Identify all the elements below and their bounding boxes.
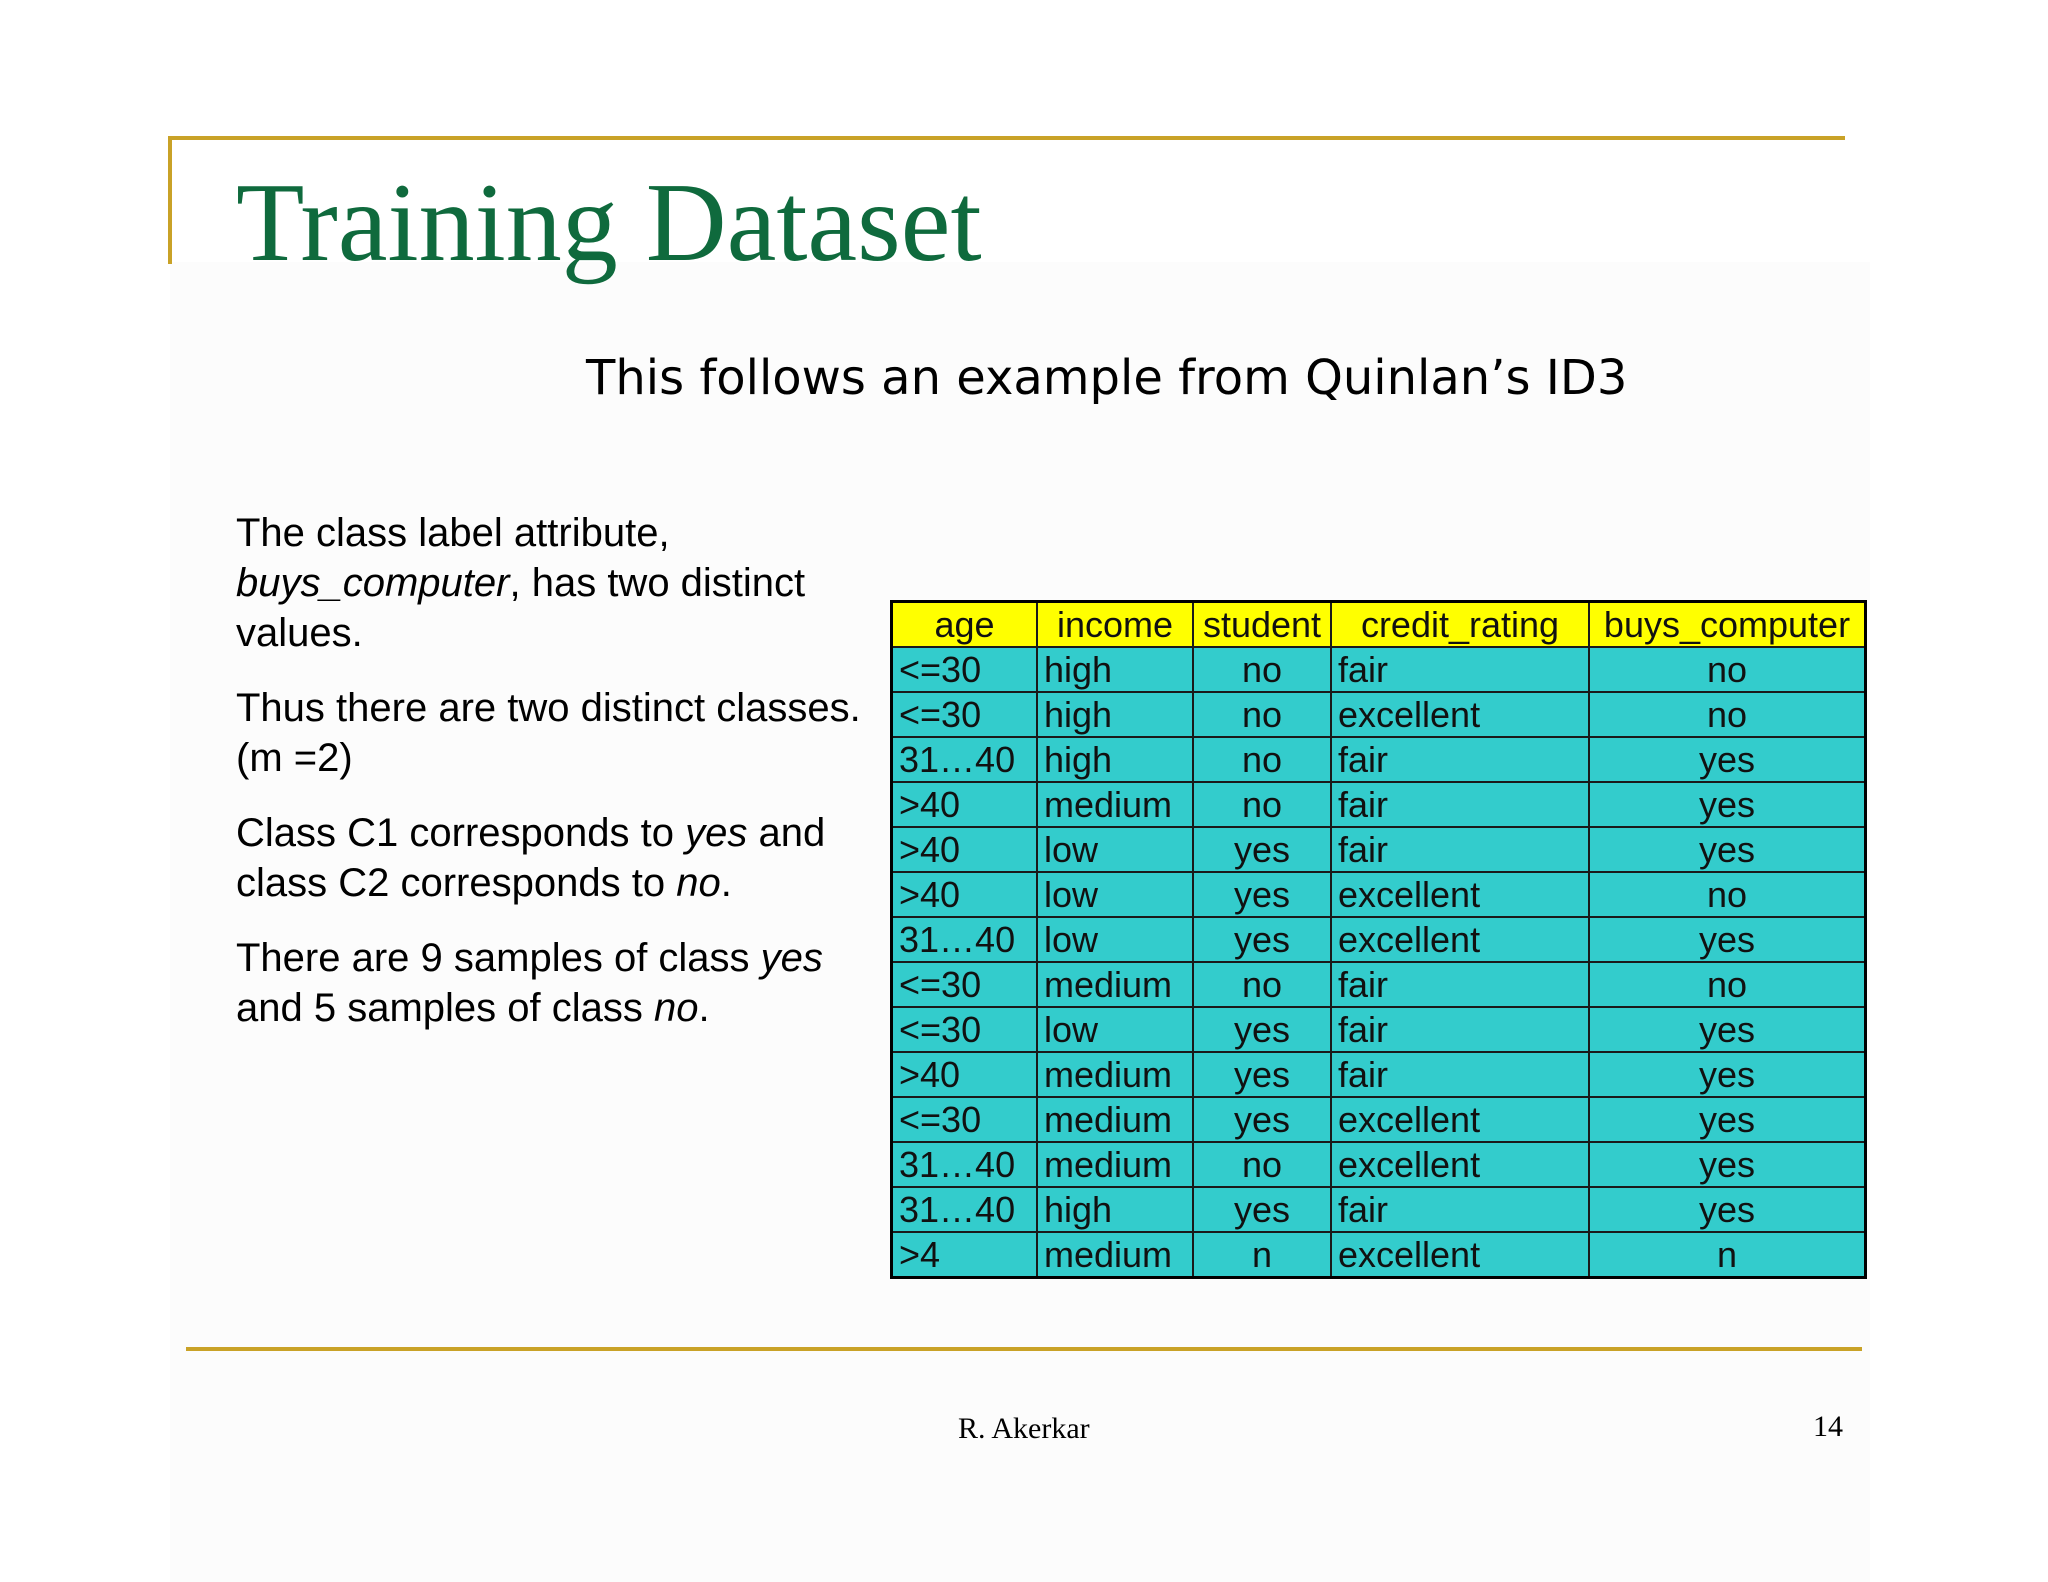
cell-age: <=30 (892, 962, 1038, 1007)
cell-age: <=30 (892, 1097, 1038, 1142)
table-row (892, 1187, 1866, 1232)
cell-age: <=30 (892, 647, 1038, 692)
cell-age: 31…40 (892, 1187, 1038, 1232)
cell-student: yes (1193, 872, 1331, 917)
page-number: 14 (1813, 1410, 1843, 1443)
cell-student: n (1193, 1232, 1331, 1278)
cell-buys-computer: n (1589, 1232, 1866, 1278)
cell-income: medium (1037, 782, 1193, 827)
table-row (892, 1232, 1866, 1278)
table-row (892, 1052, 1866, 1097)
cell-income: low (1037, 917, 1193, 962)
cell-age: >40 (892, 872, 1038, 917)
header-age: age (892, 602, 1038, 648)
table-row (892, 692, 1866, 737)
table-row (892, 1142, 1866, 1187)
cell-credit-rating: fair (1331, 647, 1589, 692)
cell-buys-computer: yes (1589, 1052, 1866, 1097)
cell-student: no (1193, 1142, 1331, 1187)
cell-age: 31…40 (892, 917, 1038, 962)
cell-income: medium (1037, 1052, 1193, 1097)
cell-buys-computer: yes (1589, 737, 1866, 782)
table-row (892, 1007, 1866, 1052)
table-row (892, 737, 1866, 782)
cell-credit-rating: fair (1331, 1007, 1589, 1052)
cell-buys-computer: yes (1589, 1187, 1866, 1232)
cell-age: 31…40 (892, 1142, 1038, 1187)
dataset-table (890, 600, 1867, 1279)
cell-age: <=30 (892, 692, 1038, 737)
cell-student: yes (1193, 827, 1331, 872)
notes-text (236, 508, 866, 1058)
cell-buys-computer: yes (1589, 827, 1866, 872)
cell-buys-computer: no (1589, 647, 1866, 692)
left-rule (168, 136, 172, 264)
cell-age: >40 (892, 1052, 1038, 1097)
slide-title: Training Dataset (236, 161, 982, 285)
cell-student: no (1193, 962, 1331, 1007)
table-row (892, 962, 1866, 1007)
cell-age: 31…40 (892, 737, 1038, 782)
cell-buys-computer: yes (1589, 1097, 1866, 1142)
table-header-row (892, 602, 1866, 648)
table-row (892, 917, 1866, 962)
cell-credit-rating: fair (1331, 1052, 1589, 1097)
table-body (892, 647, 1866, 1278)
header-buys-computer: buys_computer (1589, 602, 1866, 648)
note-two-classes: Thus there are two distinct classes. (m =2) (236, 686, 861, 780)
cell-income: low (1037, 827, 1193, 872)
cell-income: medium (1037, 1232, 1193, 1278)
table-row (892, 827, 1866, 872)
cell-income: medium (1037, 962, 1193, 1007)
cell-credit-rating: excellent (1331, 1097, 1589, 1142)
header-income: income (1037, 602, 1193, 648)
cell-age: >4 (892, 1232, 1038, 1278)
cell-credit-rating: excellent (1331, 1142, 1589, 1187)
cell-income: low (1037, 872, 1193, 917)
cell-income: high (1037, 1187, 1193, 1232)
slide-subtitle: This follows an example from Quinlan’s ID3 (586, 350, 1628, 406)
top-rule (168, 136, 1845, 140)
cell-student: no (1193, 647, 1331, 692)
cell-credit-rating: excellent (1331, 917, 1589, 962)
cell-credit-rating: fair (1331, 1187, 1589, 1232)
cell-student: no (1193, 782, 1331, 827)
table-row (892, 1097, 1866, 1142)
cell-student: yes (1193, 1097, 1331, 1142)
cell-buys-computer: yes (1589, 1007, 1866, 1052)
cell-student: yes (1193, 1187, 1331, 1232)
cell-credit-rating: fair (1331, 737, 1589, 782)
cell-credit-rating: excellent (1331, 692, 1589, 737)
cell-student: yes (1193, 1052, 1331, 1097)
cell-buys-computer: no (1589, 962, 1866, 1007)
note-sample-counts: There are 9 samples of class yes and 5 samples of class no. (236, 936, 823, 1030)
cell-income: high (1037, 692, 1193, 737)
table-row (892, 782, 1866, 827)
bottom-rule (186, 1347, 1862, 1351)
dataset-table-container (890, 600, 1867, 1279)
note-class-label: The class label attribute, buys_computer, has two distinct values. (236, 511, 806, 655)
cell-credit-rating: excellent (1331, 872, 1589, 917)
footer-author: R. Akerkar (958, 1412, 1090, 1445)
cell-income: high (1037, 647, 1193, 692)
cell-buys-computer: no (1589, 692, 1866, 737)
cell-student: no (1193, 737, 1331, 782)
cell-credit-rating: fair (1331, 962, 1589, 1007)
cell-income: medium (1037, 1142, 1193, 1187)
header-credit-rating: credit_rating (1331, 602, 1589, 648)
cell-age: <=30 (892, 1007, 1038, 1052)
cell-buys-computer: yes (1589, 782, 1866, 827)
cell-income: high (1037, 737, 1193, 782)
cell-age: >40 (892, 782, 1038, 827)
cell-buys-computer: yes (1589, 1142, 1866, 1187)
table-row (892, 647, 1866, 692)
cell-income: low (1037, 1007, 1193, 1052)
table-row (892, 872, 1866, 917)
cell-credit-rating: excellent (1331, 1232, 1589, 1278)
cell-buys-computer: yes (1589, 917, 1866, 962)
cell-credit-rating: fair (1331, 827, 1589, 872)
cell-student: yes (1193, 917, 1331, 962)
cell-credit-rating: fair (1331, 782, 1589, 827)
cell-student: yes (1193, 1007, 1331, 1052)
note-class-mapping: Class C1 corresponds to yes and class C2 corresponds to no. (236, 811, 826, 905)
cell-buys-computer: no (1589, 872, 1866, 917)
cell-student: no (1193, 692, 1331, 737)
cell-income: medium (1037, 1097, 1193, 1142)
header-student: student (1193, 602, 1331, 648)
cell-age: >40 (892, 827, 1038, 872)
